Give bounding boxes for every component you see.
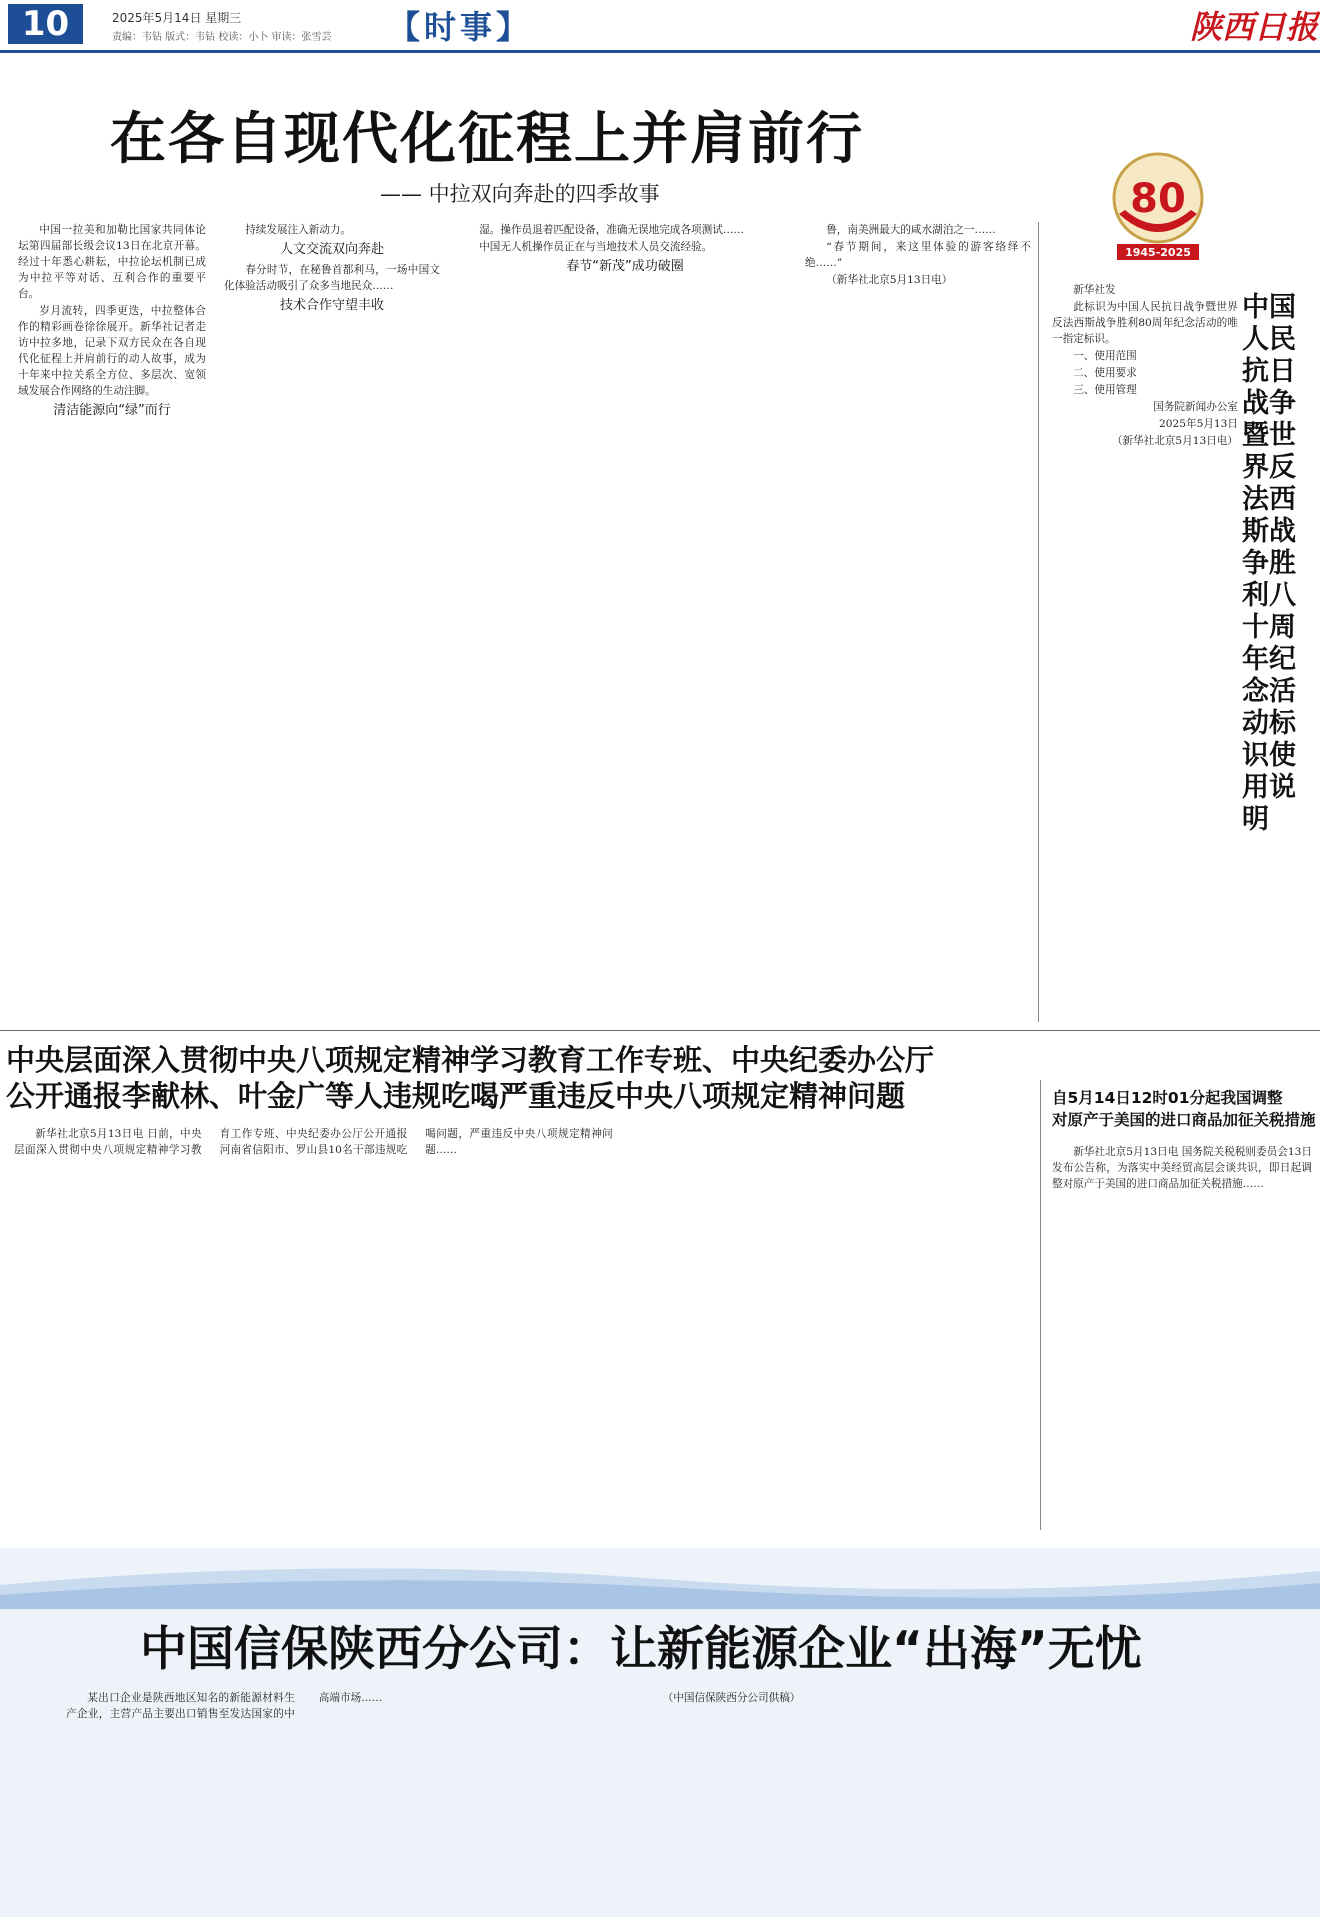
lead-headline: 在各自现代化征程上并肩前行	[110, 107, 864, 172]
lead-column-3: 湿。操作员退着匹配设备，准确无误地完成各项测试…… 中国无人机操作员正在与当地技术人员交流经验。 春节“新茂”成功破圈	[458, 222, 792, 1050]
badge-years: 1945-2025	[1125, 246, 1191, 259]
anniversary-badge	[1105, 150, 1211, 264]
lead-byline: （新华社北京5月13日电）	[826, 274, 953, 286]
lead-column-2: 持续发展注入新动力。 人文交流双向奔赴 春分时节，在秘鲁首都利马，一场中国文化体验活动吸引了众多当地民众…… 技术合作守望丰收	[224, 224, 440, 313]
notice-signature: 国务院新闻办公室	[1153, 401, 1238, 413]
lead-subhead-3: 技术合作守望丰收	[279, 298, 384, 313]
badge-number: 80	[1130, 176, 1186, 222]
lead-column-1: 中国一拉美和加勒比国家共同体论坛第四届部长级会议13日在北京开幕。经过十年悉心耕耘，中拉论坛机制已成为中拉平等对话、互利合作的重要平台。 岁月流转，四季更迭，中拉整体合作的精彩画卷徐徐展开。新华社记者走访中拉多地，记录下双方民众在各自现代化征程上并肩前行的动人故事，成为十年来中拉关系全方位、多层次、宽领域发展合作网络的生动注脚。 清洁能源向“绿”而行	[18, 224, 206, 418]
paper-logo: 陕西日报	[1190, 8, 1319, 46]
story3-body: 新华社北京5月13日电 国务院关税税则委员会13日发布公告称，为落实中美经贸高层会谈共识，即日起调整对原产于美国的进口商品加征关税措施……	[1052, 1146, 1312, 1190]
lead-subhead-2: 人文交流双向奔赴	[279, 242, 384, 257]
lead-subheadline: —— 中拉双向奔赴的四季故事	[380, 182, 660, 206]
issue-date: 2025年5月14日 星期三	[112, 11, 242, 25]
story4-body: 某出口企业是陕西地区知名的新能源材料生产企业，主营产品主要出口销售至发达国家的中高端市场…… （中国信保陕西分公司供稿）	[66, 1692, 801, 1720]
notice-title: 中国人民抗日战争暨世界反法西斯战争胜利八十周年纪念活动标识使用说明	[1242, 292, 1296, 835]
lead-subhead-4: 春节“新茂”成功破圈	[566, 259, 684, 274]
notice-body: 新华社发 此标识为中国人民抗日战争暨世界反法西斯战争胜利80周年纪念活动的唯一指定标识。 一、使用范围 二、使用要求 三、使用管理 国务院新闻办公室 2025年5月13日 （新华社北京5月13日电）	[1052, 284, 1238, 447]
story4-credit: （中国信保陕西分公司供稿）	[662, 1692, 801, 1704]
section-label: 【时事】	[388, 8, 533, 46]
section-rule-1	[0, 1030, 1320, 1031]
story3-headline-line2: 对原产于美国的进口商品加征关税措施	[1052, 1111, 1316, 1129]
page-header	[0, 0, 1320, 48]
column-divider	[1038, 222, 1039, 1022]
column-divider-2	[1040, 1080, 1041, 1530]
story2-headline-line1: 中央层面深入贯彻中央八项规定精神学习教育工作专班、中央纪委办公厅	[6, 1043, 935, 1077]
advertorial-banner-decoration	[0, 1545, 1320, 1609]
story4-headline: 中国信保陕西分公司：让新能源企业“出海”无忧	[140, 1622, 1142, 1677]
story2-body: 新华社北京5月13日电 日前，中央层面深入贯彻中央八项规定精神学习教育工作专班、中央纪委办公厅公开通报河南省信阳市、罗山县10名干部违规吃喝问题，严重违反中央八项规定精神问题……	[14, 1128, 613, 1156]
page-number: 10	[8, 4, 83, 44]
header-rule	[0, 50, 1320, 53]
lead-subhead-1: 清洁能源向“绿”而行	[53, 403, 171, 418]
notice-date: 2025年5月13日	[1159, 418, 1238, 430]
staff-credits: 责编：韦钻 版式：韦钻 校读：小卜 审读：张雪芸	[112, 32, 332, 43]
story3-headline-line1: 自5月14日12时01分起我国调整	[1052, 1089, 1283, 1107]
lead-column-4: 鲁，南美洲最大的咸水湖泊之一…… “春节期间，来这里体验的游客络绎不绝……” （新华社北京5月13日电）	[805, 224, 1031, 286]
notice-dateline: （新华社北京5月13日电）	[1111, 435, 1238, 447]
story2-headline-line2: 公开通报李献林、叶金广等人违规吃喝严重违反中央八项规定精神问题	[6, 1079, 906, 1113]
